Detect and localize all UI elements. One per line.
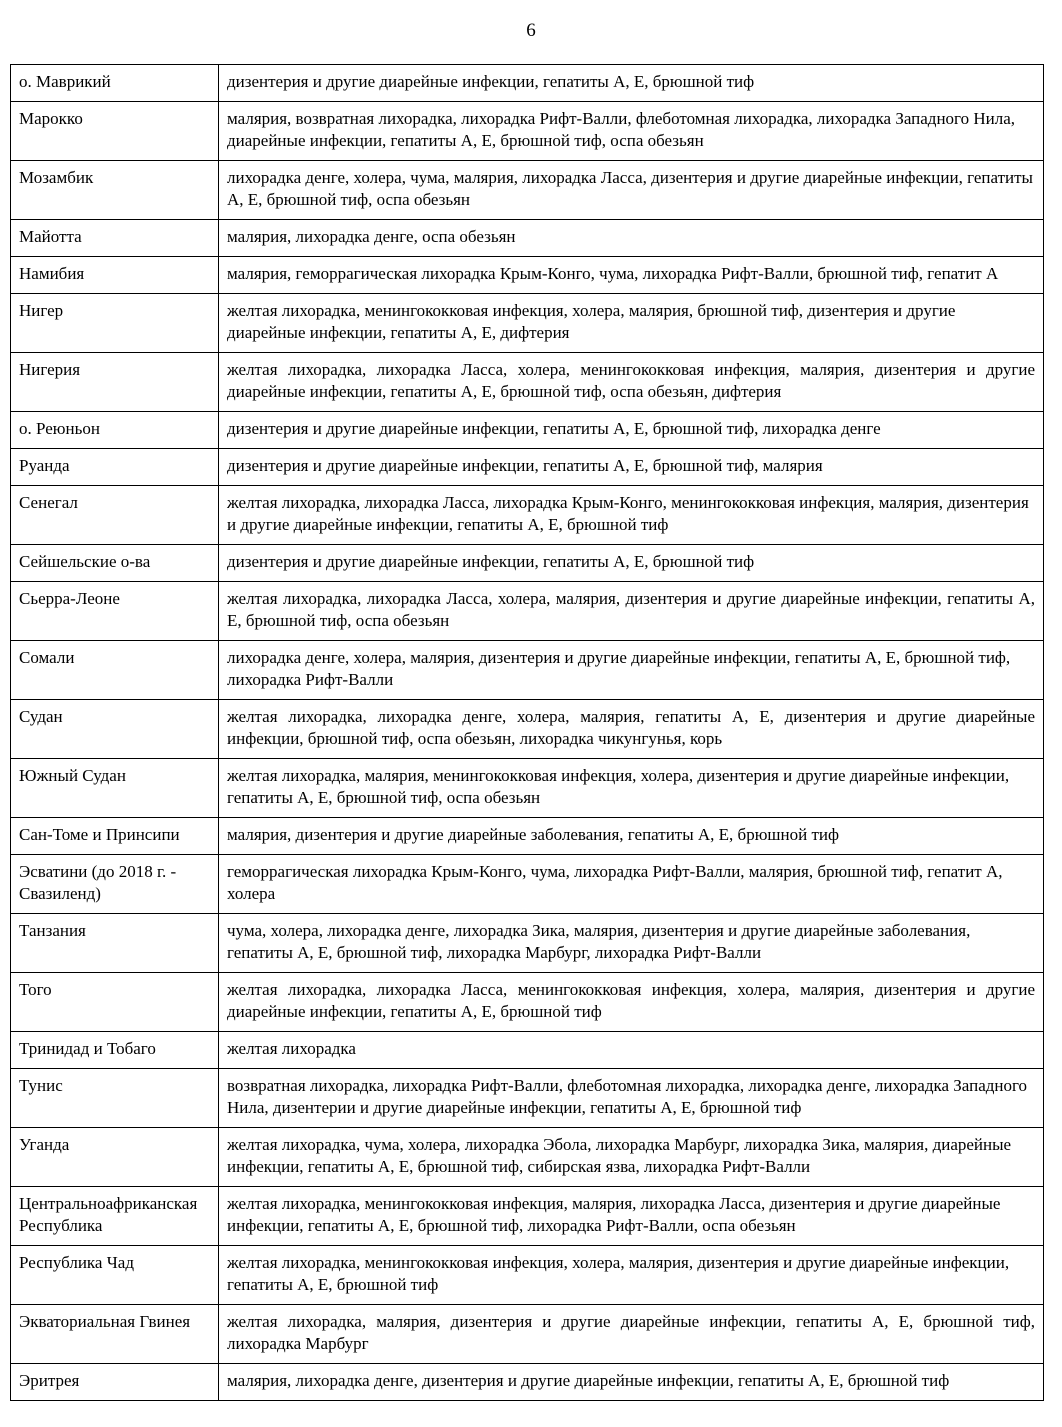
country-cell: Марокко bbox=[11, 102, 219, 161]
country-cell: Центральноафриканская Республика bbox=[11, 1187, 219, 1246]
table-row bbox=[11, 1069, 1044, 1128]
table-row bbox=[11, 545, 1044, 582]
table-row bbox=[11, 1187, 1044, 1246]
country-cell: Сомали bbox=[11, 641, 219, 700]
diseases-cell: малярия, лихорадка денге, оспа обезьян bbox=[219, 220, 1044, 257]
table-row bbox=[11, 818, 1044, 855]
country-cell: Тринидад и Тобаго bbox=[11, 1032, 219, 1069]
table-body bbox=[11, 65, 1044, 1401]
country-cell: Эритрея bbox=[11, 1364, 219, 1401]
country-cell: Судан bbox=[11, 700, 219, 759]
diseases-cell: желтая лихорадка, менингококковая инфекция, холера, малярия, брюшной тиф, дизентерия и другие диарейные инфекции, гепатиты А, Е, дифтерия bbox=[219, 294, 1044, 353]
diseases-cell: желтая лихорадка, менингококковая инфекция, холера, малярия, дизентерия и другие диарейные инфекции, гепатиты А, Е, брюшной тиф bbox=[219, 1246, 1044, 1305]
table-row bbox=[11, 582, 1044, 641]
table-row bbox=[11, 1364, 1044, 1401]
country-cell: Того bbox=[11, 973, 219, 1032]
table-row bbox=[11, 855, 1044, 914]
diseases-cell: малярия, дизентерия и другие диарейные заболевания, гепатиты А, Е, брюшной тиф bbox=[219, 818, 1044, 855]
diseases-cell: дизентерия и другие диарейные инфекции, гепатиты А, Е, брюшной тиф bbox=[219, 65, 1044, 102]
country-cell: Тунис bbox=[11, 1069, 219, 1128]
diseases-cell: желтая лихорадка, лихорадка Ласса, менингококковая инфекция, холера, малярия, дизентерия и другие диарейные инфекции, гепатиты А, Е, брюшной тиф bbox=[219, 973, 1044, 1032]
country-cell: Республика Чад bbox=[11, 1246, 219, 1305]
country-cell: Сенегал bbox=[11, 486, 219, 545]
diseases-cell: желтая лихорадка, лихорадка Ласса, лихорадка Крым-Конго, менингококковая инфекция, малярия, дизентерия и другие диарейные инфекции, гепатиты А, Е, брюшной тиф bbox=[219, 486, 1044, 545]
page-number: 6 bbox=[526, 20, 536, 41]
table-row bbox=[11, 294, 1044, 353]
diseases-cell: малярия, геморрагическая лихорадка Крым-Конго, чума, лихорадка Рифт-Валли, брюшной тиф, гепатит А bbox=[219, 257, 1044, 294]
table-row bbox=[11, 1305, 1044, 1364]
table-row bbox=[11, 1128, 1044, 1187]
table-row bbox=[11, 412, 1044, 449]
table-row bbox=[11, 700, 1044, 759]
country-cell: о. Реюньон bbox=[11, 412, 219, 449]
table-row bbox=[11, 641, 1044, 700]
diseases-cell: геморрагическая лихорадка Крым-Конго, чума, лихорадка Рифт-Валли, малярия, брюшной тиф, гепатит А, холера bbox=[219, 855, 1044, 914]
table-row bbox=[11, 257, 1044, 294]
table-row bbox=[11, 102, 1044, 161]
table-row bbox=[11, 1032, 1044, 1069]
country-cell: Экваториальная Гвинея bbox=[11, 1305, 219, 1364]
diseases-cell: дизентерия и другие диарейные инфекции, гепатиты А, Е, брюшной тиф bbox=[219, 545, 1044, 582]
diseases-cell: лихорадка денге, холера, малярия, дизентерия и другие диарейные инфекции, гепатиты А, Е, брюшной тиф, лихорадка Рифт-Валли bbox=[219, 641, 1044, 700]
country-disease-table bbox=[10, 64, 1044, 1401]
country-cell: Сан-Томе и Принсипи bbox=[11, 818, 219, 855]
diseases-cell: желтая лихорадка, малярия, дизентерия и другие диарейные инфекции, гепатиты А, Е, брюшной тиф, лихорадка Марбург bbox=[219, 1305, 1044, 1364]
country-cell: Руанда bbox=[11, 449, 219, 486]
table-row bbox=[11, 161, 1044, 220]
diseases-cell: возвратная лихорадка, лихорадка Рифт-Валли, флеботомная лихорадка, лихорадка денге, лихорадка Западного Нила, дизентерии и другие диарейные инфекции, гепатиты А, Е, брюшной тиф bbox=[219, 1069, 1044, 1128]
diseases-cell: желтая лихорадка, лихорадка Ласса, холера, менингококковая инфекция, малярия, дизентерия и другие диарейные инфекции, гепатиты А, Е, брюшной тиф, оспа обезьян, дифтерия bbox=[219, 353, 1044, 412]
country-cell: Южный Судан bbox=[11, 759, 219, 818]
country-cell: Уганда bbox=[11, 1128, 219, 1187]
table-row bbox=[11, 914, 1044, 973]
country-cell: Мозамбик bbox=[11, 161, 219, 220]
country-cell: Намибия bbox=[11, 257, 219, 294]
country-cell: о. Маврикий bbox=[11, 65, 219, 102]
country-cell: Танзания bbox=[11, 914, 219, 973]
country-cell: Сьерра-Леоне bbox=[11, 582, 219, 641]
diseases-cell: малярия, возвратная лихорадка, лихорадка Рифт-Валли, флеботомная лихорадка, лихорадка Западного Нила, диарейные инфекции, гепатиты А, Е, брюшной тиф, оспа обезьян bbox=[219, 102, 1044, 161]
table-row bbox=[11, 220, 1044, 257]
table-row bbox=[11, 486, 1044, 545]
table-row bbox=[11, 65, 1044, 102]
table-row bbox=[11, 1246, 1044, 1305]
diseases-cell: желтая лихорадка bbox=[219, 1032, 1044, 1069]
country-cell: Майотта bbox=[11, 220, 219, 257]
diseases-cell: дизентерия и другие диарейные инфекции, гепатиты А, Е, брюшной тиф, малярия bbox=[219, 449, 1044, 486]
diseases-cell: желтая лихорадка, лихорадка Ласса, холера, малярия, дизентерия и другие диарейные инфекции, гепатиты А, Е, брюшной тиф, оспа обезьян bbox=[219, 582, 1044, 641]
country-cell: Эсватини (до 2018 г. - Свазиленд) bbox=[11, 855, 219, 914]
diseases-cell: желтая лихорадка, чума, холера, лихорадка Эбола, лихорадка Марбург, лихорадка Зика, малярия, диарейные инфекции, гепатиты А, Е, брюшной тиф, сибирская язва, лихорадка Рифт-Валли bbox=[219, 1128, 1044, 1187]
table-row bbox=[11, 449, 1044, 486]
table-row bbox=[11, 973, 1044, 1032]
table-row bbox=[11, 353, 1044, 412]
diseases-cell: лихорадка денге, холера, чума, малярия, лихорадка Ласса, дизентерия и другие диарейные инфекции, гепатиты А, Е, брюшной тиф, оспа обезьян bbox=[219, 161, 1044, 220]
country-cell: Сейшельские о-ва bbox=[11, 545, 219, 582]
country-cell: Нигерия bbox=[11, 353, 219, 412]
diseases-cell: дизентерия и другие диарейные инфекции, гепатиты А, Е, брюшной тиф, лихорадка денге bbox=[219, 412, 1044, 449]
diseases-cell: желтая лихорадка, менингококковая инфекция, малярия, лихорадка Ласса, дизентерия и другие диарейные инфекции, гепатиты А, Е, брюшной тиф, лихорадка Рифт-Валли, оспа обезьян bbox=[219, 1187, 1044, 1246]
diseases-cell: чума, холера, лихорадка денге, лихорадка Зика, малярия, дизентерия и другие диарейные заболевания, гепатиты А, Е, брюшной тиф, лихорадка Марбург, лихорадка Рифт-Валли bbox=[219, 914, 1044, 973]
table-row bbox=[11, 759, 1044, 818]
country-cell: Нигер bbox=[11, 294, 219, 353]
diseases-cell: желтая лихорадка, лихорадка денге, холера, малярия, гепатиты А, Е, дизентерия и другие диарейные инфекции, брюшной тиф, оспа обезьян, лихорадка чикунгунья, корь bbox=[219, 700, 1044, 759]
diseases-cell: малярия, лихорадка денге, дизентерия и другие диарейные инфекции, гепатиты А, Е, брюшной тиф bbox=[219, 1364, 1044, 1401]
diseases-cell: желтая лихорадка, малярия, менингококковая инфекция, холера, дизентерия и другие диарейные инфекции, гепатиты А, Е, брюшной тиф, оспа обезьян bbox=[219, 759, 1044, 818]
